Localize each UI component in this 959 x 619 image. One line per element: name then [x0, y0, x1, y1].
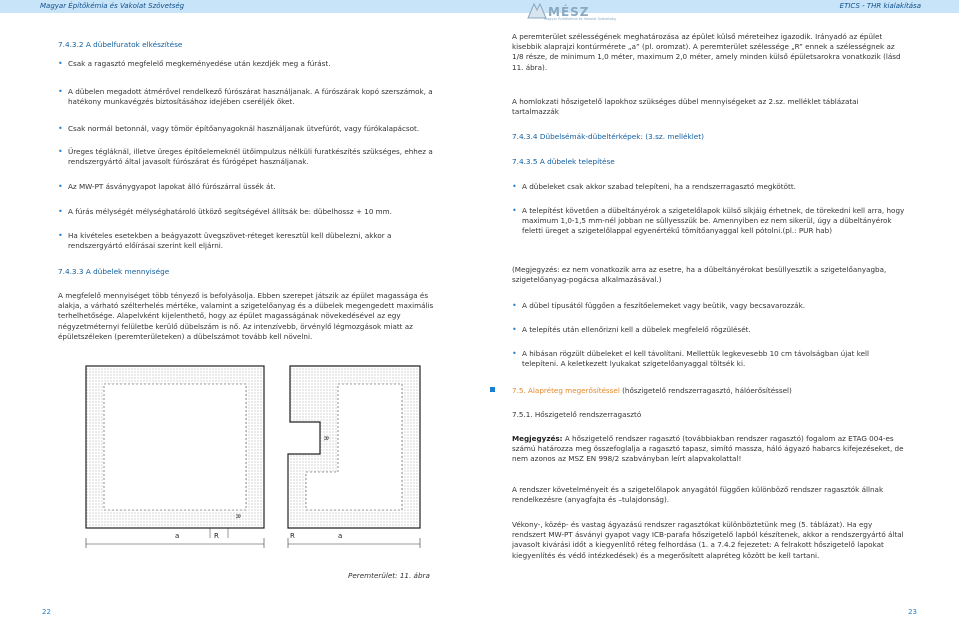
- bullet-item: [512, 182, 907, 192]
- note-paragraph: (Megjegyzés: ez nem vonatkozik arra az esetre, ha a dübeltányérokat besüllyesztik a szigetelőanyagba, szigetelőanyag-pogácsa alkalmazásával.): [512, 265, 887, 285]
- page-number-left: 22: [42, 608, 51, 616]
- bullet-item: [58, 182, 438, 192]
- bullet-text: Csak a ragasztó megfelelő megkeményedése után kezdjék meg a fúrást.: [68, 59, 331, 68]
- dimension-label: R: [290, 532, 295, 540]
- section-marker-icon: [490, 387, 495, 392]
- bullet-text: Üreges tégláknál, illetve üreges építőelemeknél ütőimpulzus nélküli furatkészítés szükséges, ehhez a rendszergyártó által javasolt fúrószárat és fúrógépet használjanak.: [68, 147, 433, 167]
- heading-suffix: (hőszigetelő rendszerragasztó, hálóerősítéssel): [619, 386, 792, 395]
- bullet-text: A telepítés után ellenőrizni kell a dübelek megfelelő rögzülését.: [522, 325, 751, 334]
- logo-text: MÉSZ: [548, 5, 590, 19]
- dimension-label: a: [175, 532, 180, 540]
- bullet-item: [512, 325, 907, 335]
- bullet-text: A dübelen megadott átmérővel rendelkező fúrószárat használjanak. A fúrószárak kopó szerszámok, a hatékony munkavégzés biztosításához idejében cseréljék őket.: [68, 87, 433, 107]
- bullet-item: [58, 59, 438, 69]
- bullet-item: [512, 301, 907, 311]
- dimension-label: R: [214, 532, 219, 540]
- paragraph: A megfelelő mennyiséget több tényező is befolyásolja. Ebben szerepet játszik az épület magassága és alakja, a várható szélterhelés mértéke, valamint a szigetelőanyag és a dübelek megengedett maximális terhelhetősége. Alapelvként kijelenthető, hogy az épület magasságának növekedésével az egy négyzetméternyi felületbe kerülő dübelszám is nő. Az intenzívebb, örvénylő légmozgások miatt az épületszéleken (peremterületeken) a dübelszámot tovább kell növelni.: [58, 291, 434, 341]
- bullet-item: [58, 124, 443, 134]
- bullet-item: [512, 349, 907, 369]
- dimension-label: R: [234, 514, 242, 519]
- paragraph: A rendszer követelményeit és a szigetelőlapok anyagától függően különböző rendszer ragasztók állnak rendelkezésre (anyagfajta és –tulajdonság).: [512, 485, 884, 505]
- bullet-text: A dübel típusától függően a feszítőelemeket vagy beütik, vagy becsavarozzák.: [522, 301, 806, 310]
- dimension-label: a: [338, 532, 343, 540]
- bullet-text: A dübeleket csak akkor szabad telepíteni, ha a rendszerragasztó megkötött.: [522, 182, 796, 191]
- paragraph: Vékony-, közép- és vastag ágyazású rendszer ragasztókat különböztetünk meg (5. táblázat). Ha egy rendszert MW-PT ásványi gyapot vagy ICB-parafa hőszigetelő lapból készítenek, akkor a rendszergyártó által javasolt kivárási időt a kiegyenlítő réteg felhordása (1. a 7.4.2 fejezetet: A felrakott hőszigetelő lapokat kiegyenlítés és védő intézkedések) és a megerősített alapréteg között be kell tartani.: [512, 520, 904, 560]
- section-heading-75: [512, 386, 904, 396]
- bullet-item: [58, 87, 438, 107]
- bullet-text: A telepítést követően a dübeltányérok a szigetelőlapok külső síkjáig érhetnek, de törekedni kell arra, hogy maximum 1,0-1,5 mm-nél jobban ne süllyesszük be. Amennyiben ez nem sikerül, úgy a dübeltányérok feletti üreget a szigetelőlappal egyenértékű tömítőanyaggal kell pótolni.(pl.: PUR hab): [522, 206, 905, 236]
- bullet-text: Ha kivételes esetekben a beágyazott üvegszövet-réteget keresztül kell dübelezni, akkor a rendszergyártó előírásai szerint kell eljárni.: [68, 231, 392, 251]
- bullet-item: [58, 231, 440, 251]
- page-number-right: 23: [908, 608, 917, 616]
- heading-title: Alapréteg megerősítéssel: [528, 386, 620, 395]
- section-heading-7434: 7.4.3.4 Dübelsémák-dübeltérképek: (3.sz. melléklet): [512, 132, 704, 141]
- running-header-left: Magyar Építőkémia és Vakolat Szövetség: [40, 2, 185, 10]
- section-heading-751: [512, 410, 641, 420]
- bullet-text: Az MW-PT ásványgyapot lapokat álló fúrószárral üssék át.: [68, 182, 276, 191]
- section-heading-7433: 7.4.3.3 A dübelek mennyisége: [58, 267, 170, 276]
- bullet-item: [58, 207, 443, 217]
- bullet-item: [512, 206, 907, 237]
- note-body: A hőszigetelő rendszer ragasztó (továbbiakban rendszer ragasztó) fogalom az ETAG 004-es számú határozza meg összefoglalja a ragasztó tapasz, simító massza, háló ágyazó habarcs kifejezéseket, de nem azonos az MSZ EN 998/2 szabványban leírt alapvakolattal!: [512, 434, 904, 464]
- heading-text: 7.5.1. Hőszigetelő rendszerragasztó: [512, 410, 642, 419]
- note-paragraph: [512, 434, 904, 465]
- section-heading-7432: 7.4.3.2 A dübelfuratok elkészítése: [58, 40, 183, 49]
- section-heading-7435: 7.4.3.5 A dübelek telepítése: [512, 157, 615, 166]
- paragraph: A peremterület szélességének meghatározása az épület külső méreteihez igazodik. Irányadó az épület kisebbik alaprajzi kontúrmérete „a” (pl. oromzat). A peremterület szélessége „R” ennek a szélességnek az 1/8 része, de minimum 1,0 méter, maximum 2,0 méter, amely minden külső épületsarokra vonatkozik (lásd 11. ábra).: [512, 32, 901, 72]
- inner-area: [104, 384, 246, 510]
- dimension-label: R: [322, 436, 330, 441]
- paragraph: A homlokzati hőszigetelő lapokhoz szükséges dübel mennyiségeket az 2.sz. melléklet táblázatai tartalmazzák: [512, 97, 859, 117]
- figure-edge-zone: [80, 362, 445, 572]
- note-lead: Megjegyzés:: [512, 434, 563, 443]
- bullet-text: A hibásan rögzült dübeleket el kell távolítani. Mellettük legkevesebb 10 cm távolságban újat kell telepíteni. A keletkezett lyukakat szigetelőanyaggal töltsék ki.: [522, 349, 870, 369]
- heading-number: 7.5.: [512, 386, 528, 395]
- figure-caption: Peremterület: 11. ábra: [348, 571, 430, 580]
- running-header-right: ETICS - THR kialakítása: [839, 2, 921, 10]
- bullet-item: [58, 147, 438, 167]
- logo-subtitle: Magyar Építőkémia és Vakolat Szövetség: [544, 17, 616, 21]
- bullet-text: Csak normál betonnál, vagy tömör építőanyagoknál használjanak ütvefúrót, vagy fúrókalapácsot.: [68, 124, 420, 133]
- bullet-text: A fúrás mélységét mélységhatároló ütköző segítségével állítsák be: dübelhossz + 10 mm.: [68, 207, 392, 216]
